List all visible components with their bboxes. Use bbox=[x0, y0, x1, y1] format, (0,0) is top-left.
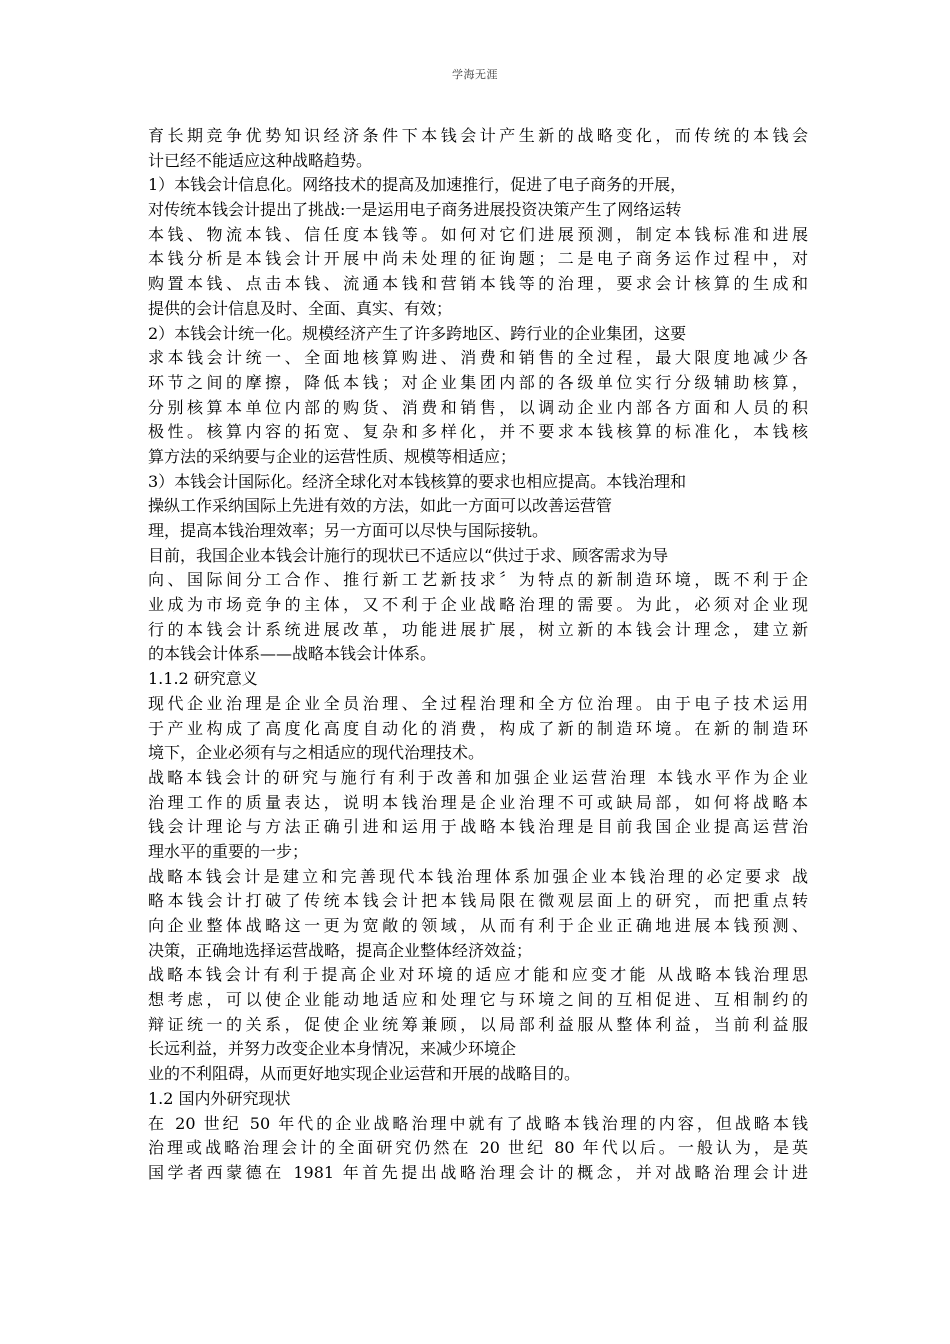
text-line: 行的本钱会计系统进展改革，功能进展扩展，树立新的本钱会计理念，建立新 bbox=[148, 619, 808, 639]
text-line: 国学者西蒙德在 1981 年首先提出战略治理会计的概念，并对战略治理会计进 bbox=[148, 1162, 808, 1182]
text-line: 计已经不能适应这种战略趋势。 bbox=[148, 150, 373, 170]
text-line: 战略本钱会计是建立和完善现代本钱治理体系加强企业本钱治理的必定要求 战 bbox=[148, 866, 808, 886]
text-line: 向企业整体战略这一更为宽敞的领域，从而有利于企业正确地进展本钱预测、 bbox=[148, 916, 808, 935]
text-line: 长远利益，并努力改变企业本身情况，来减少环境企 bbox=[148, 1039, 517, 1059]
text-line: 现代企业治理是企业全员治理、全过程治理和全方位治理。由于电子技术运用 bbox=[148, 693, 808, 713]
text-line: 目前，我国企业本钱会计施行的现状已不适应以“供过于求、顾客需求为导 bbox=[148, 545, 669, 565]
text-line: 业成为市场竞争的主体，又不利于企业战略治理的需要。为此，必须对企业现 bbox=[148, 595, 808, 615]
text-line: 在 20 世纪 50 年代的企业战略治理中就有了战略本钱治理的内容，但战略本钱 bbox=[148, 1113, 808, 1133]
text-line: 购置本钱、点击本钱、流通本钱和营销本钱等的治理，要求会计核算的生成和 bbox=[148, 274, 808, 294]
text-line: 本钱、物流本钱、信任度本钱等。如何对它们进展预测，制定本钱标准和进展 bbox=[148, 224, 808, 244]
text-line: 3）本钱会计国际化。经济全球化对本钱核算的要求也相应提高。本钱治理和 bbox=[148, 471, 687, 491]
text-line: 1.1.2 研究意义 bbox=[148, 669, 258, 689]
text-line: 算方法的采纳要与企业的运营性质、规模等相适应； bbox=[148, 446, 517, 466]
text-line: 本钱分析是本钱会计开展中尚未处理的征询题；二是电子商务运作过程中，对 bbox=[148, 249, 808, 269]
text-line: 治理或战略治理会计的全面研究仍然在 20 世纪 80 年代以后。一般认为，是英 bbox=[148, 1138, 808, 1158]
page-header: 学海无涯 bbox=[452, 68, 498, 81]
text-line: 于产业构成了高度化高度自动化的消费，构成了新的制造环境。在新的制造环 bbox=[148, 718, 808, 738]
text-line: 决策，正确地选择运营战略，提高企业整体经济效益； bbox=[148, 940, 533, 960]
text-line: 钱会计理论与方法正确引进和运用于战略本钱治理是目前我国企业提高运营治 bbox=[148, 817, 808, 837]
text-line: 想考虑，可以使企业能动地适应和处理它与环境之间的互相促进、互相制约的 bbox=[148, 990, 808, 1010]
text-line: 2）本钱会计统一化。规模经济产生了许多跨地区、跨行业的企业集团，这要 bbox=[148, 323, 687, 343]
text-line: 1.2 国内外研究现状 bbox=[148, 1088, 291, 1108]
text-line: 战略本钱会计有利于提高企业对环境的适应才能和应变才能 从战略本钱治理思 bbox=[148, 965, 808, 985]
text-line: 向、国际间分工合作、推行新工艺新技求〞为特点的新制造环境，既不利于企 bbox=[148, 570, 808, 590]
text-line: 操纵工作采纳国际上先进有效的方法，如此一方面可以改善运营管 bbox=[148, 496, 613, 516]
text-line: 业的不利阻碍，从而更好地实现企业运营和开展的战略目的。 bbox=[148, 1064, 581, 1084]
text-line: 的本钱会计体系——战略本钱会计体系。 bbox=[148, 644, 437, 664]
text-line: 分别核算本单位内部的购货、消费和销售，以调动企业内部各方面和人员的积 bbox=[148, 397, 808, 417]
text-line: 辩证统一的关系，促使企业统筹兼顾，以局部利益服从整体利益，当前利益服 bbox=[148, 1014, 808, 1034]
text-line: 战略本钱会计的研究与施行有利于改善和加强企业运营治理 本钱水平作为企业 bbox=[148, 767, 808, 787]
text-line: 理，提高本钱治理效率；另一方面可以尽快与国际接轨。 bbox=[148, 521, 549, 540]
text-line: 环节之间的摩擦，降低本钱；对企业集团内部的各级单位实行分级辅助核算， bbox=[148, 372, 808, 392]
body-text bbox=[148, 124, 808, 1186]
text-line: 求本钱会计统一、全面地核算购进、消费和销售的全过程，最大限度地减少各 bbox=[148, 348, 808, 368]
text-line: 育长期竞争优势知识经济条件下本钱会计产生新的战略变化，而传统的本钱会 bbox=[148, 126, 808, 145]
text-line: 极性。核算内容的拓宽、复杂和多样化，并不要求本钱核算的标准化，本钱核 bbox=[148, 422, 808, 442]
text-line: 对传统本钱会计提出了挑战:一是运用电子商务进展投资决策产生了网络运转 bbox=[148, 200, 682, 220]
text-line: 境下，企业必须有与之相适应的现代治理技术。 bbox=[148, 743, 485, 763]
text-line: 提供的会计信息及时、全面、真实、有效； bbox=[148, 298, 453, 318]
text-line: 略本钱会计打破了传统本钱会计把本钱局限在微观层面上的研究，而把重点转 bbox=[148, 891, 808, 911]
text-line: 理水平的重要的一步； bbox=[148, 841, 309, 861]
text-line: 1）本钱会计信息化。网络技术的提高及加速推行，促进了电子商务的开展， bbox=[148, 175, 687, 195]
text-line: 治理工作的质量表达，说明本钱治理是企业治理不可或缺局部，如何将战略本 bbox=[148, 792, 808, 812]
